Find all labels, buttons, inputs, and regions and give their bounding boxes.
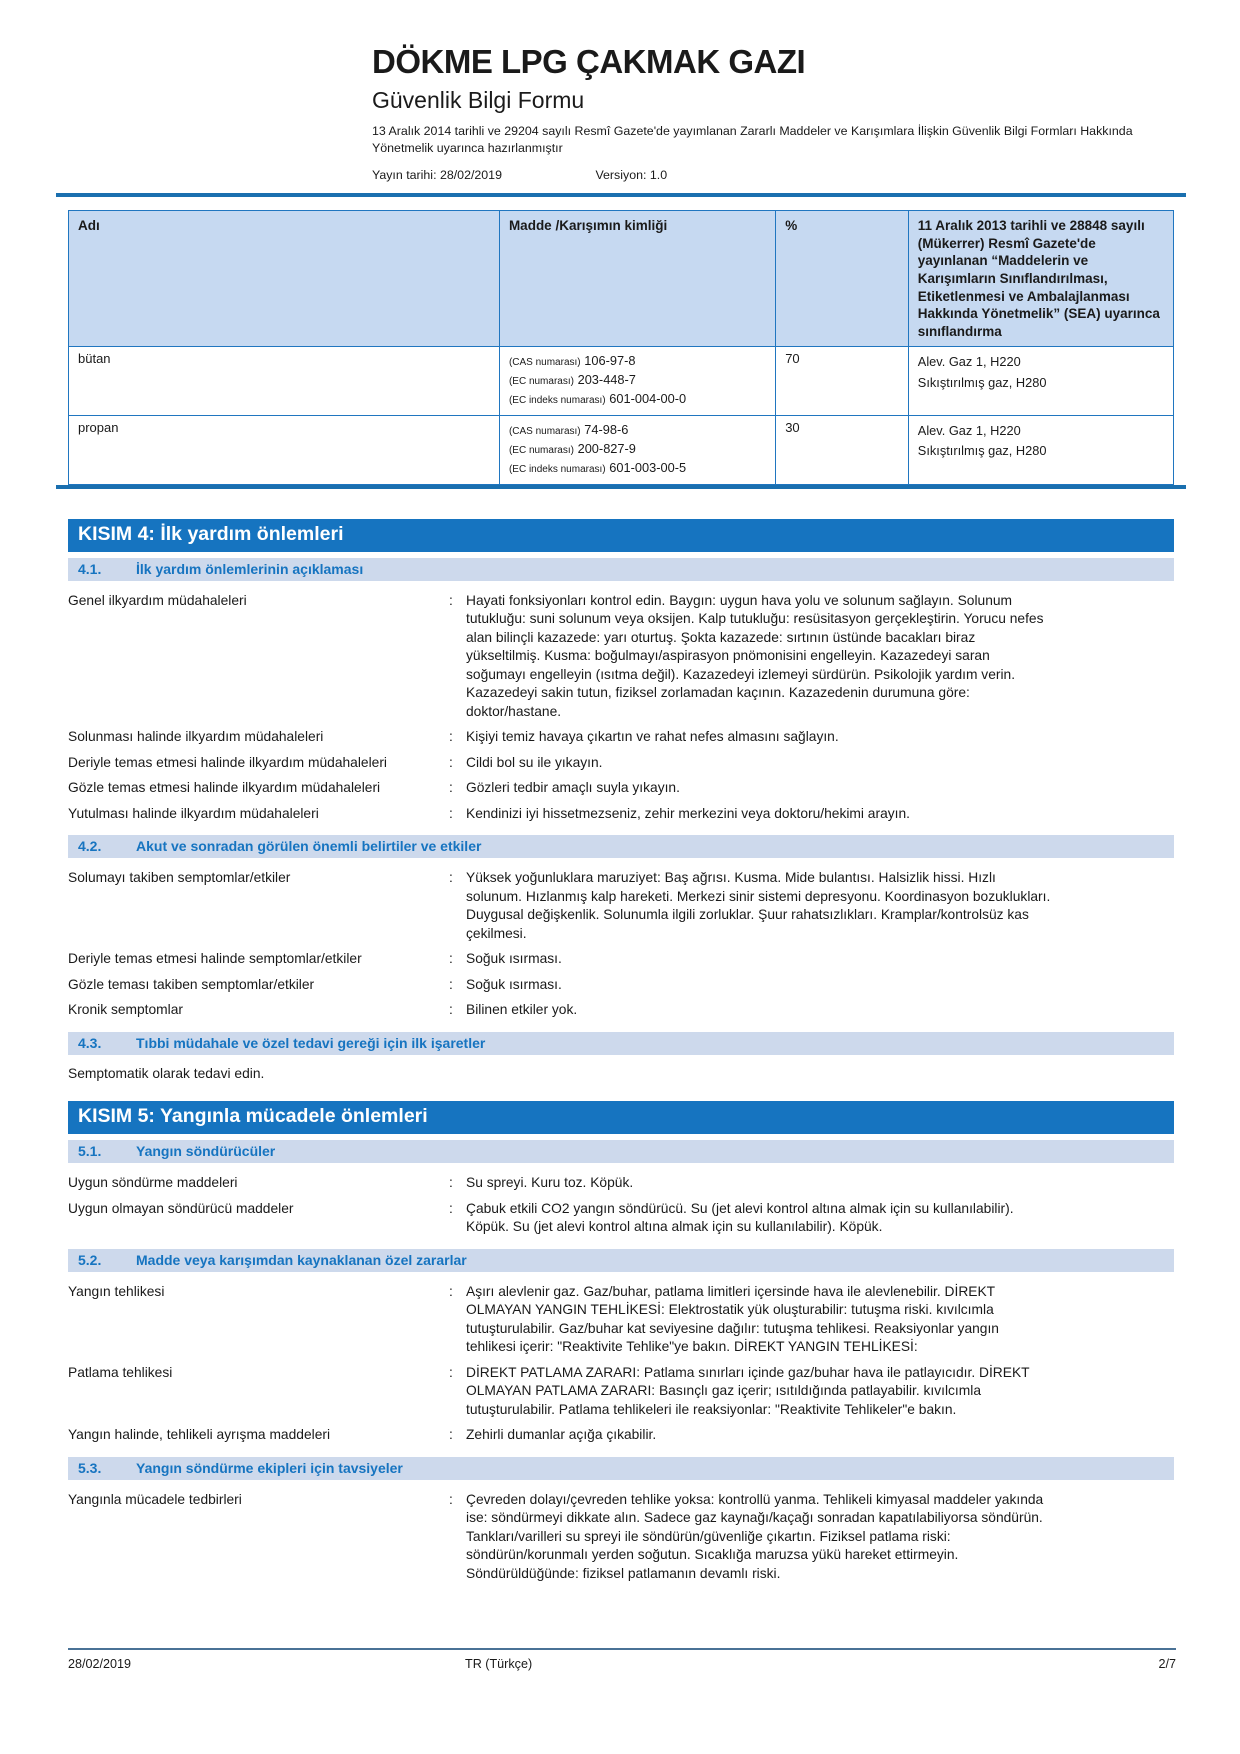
field-row xyxy=(68,805,1174,824)
subsection-4-1-header xyxy=(68,558,1174,581)
subsection-4-1-body xyxy=(68,581,1174,824)
subsection-5-2-header xyxy=(68,1249,1174,1272)
colon-separator xyxy=(449,805,466,824)
field-row xyxy=(68,1283,1174,1357)
field-label: Solumayı takiben semptomlar/etkiler xyxy=(68,870,291,886)
field-label: Uygun söndürme maddeleri xyxy=(68,1175,238,1191)
subsection-4-3-header xyxy=(68,1032,1174,1055)
subsection-5-3-body xyxy=(68,1480,1174,1584)
classification-line: Alev. Gaz 1, H220 xyxy=(917,422,1021,438)
identifier-value: 74-98-6 xyxy=(584,421,629,437)
identifier-value: 601-004-00-0 xyxy=(609,390,687,406)
field-label: Yangın halinde, tehlikeli ayrışma maddeleri xyxy=(68,1427,331,1443)
substance-name: propan xyxy=(78,419,119,435)
field-row xyxy=(68,1200,1174,1237)
subsection-title: İlk yardım önlemlerinin açıklaması xyxy=(136,560,364,577)
document-type-subtitle: Güvenlik Bilgi Formu xyxy=(372,86,585,113)
field-label: Uygun olmayan söndürücü maddeler xyxy=(68,1200,294,1216)
field-label: Yutulması halinde ilkyardım müdahaleleri xyxy=(68,805,319,821)
field-value: Gözleri tedbir amaçlı suyla yıkayın. xyxy=(466,780,680,796)
colon-separator xyxy=(449,1200,466,1219)
field-row xyxy=(68,1426,1174,1445)
identifier-value: 601-003-00-5 xyxy=(609,459,687,475)
substance-percent: 70 xyxy=(776,347,909,416)
subsection-number: 4.2. xyxy=(78,838,102,855)
subsection-5-1-body xyxy=(68,1163,1174,1237)
subsection-title: Akut ve sonradan görülen önemli belirtiler ve etkiler xyxy=(136,838,482,855)
field-label: Gözle temas etmesi halinde ilkyardım müdahaleleri xyxy=(68,780,381,796)
product-title: DÖKME LPG ÇAKMAK GAZI xyxy=(372,43,806,80)
field-row xyxy=(68,754,1174,773)
col-header-classification: 11 Aralık 2013 tarihli ve 28848 sayılı (Mükerrer) Resmî Gazete'de yayınlanan “Maddelerin ve Karışımların Sınıflandırılması, Etiketlenmesi ve Ambalajlanması Hakkında Yönetmelik” (SEA) uyarınca sınıflandırma xyxy=(908,211,1173,347)
document-header xyxy=(68,44,1174,182)
field-label: Yangınla mücadele tedbirleri xyxy=(68,1491,242,1507)
field-row xyxy=(68,1174,1174,1193)
colon-separator xyxy=(449,1426,466,1445)
composition-table xyxy=(68,210,1174,484)
identifier-label: (EC indeks numarası) xyxy=(508,463,606,475)
field-value: Yüksek yoğunluklara maruziyet: Baş ağrısı. Kusma. Mide bulantısı. Halsizlik hissi. Hızlı solunum. Hızlanmış kalp hareketi. Merkezi sinir sistemi depresyonu. Koordinasyon bozuklukları. Duygusal değişkenlik. Solunumla ilgili zorluklar. Şuur rahatsızlıkları. Kramplar/kontrolsüz kas çekilmesi. xyxy=(466,870,1051,941)
identifier-line xyxy=(509,441,766,458)
substance-row xyxy=(69,415,1174,484)
field-value: Çevreden dolayı/çevreden tehlike yoksa: kontrollü yanma. Tehlikeli kimyasal maddeler yakında ise: söndürmeyi dikkate alın. Sadece gaz kaynağı/kaçağı sonradan kapatılabiliyorsa söndürün. Tankları/varilleri su spreyi ile söndürün/güvenliğe çıkartın. Fiziksel patlama riski: söndürün/korunmalı yerden soğutun. Sıcaklığa maruzsa yükü hareket ettirmeyin. Söndürüldüğünde: fiziksel patlamanın devamlı riski. xyxy=(466,1491,1044,1581)
classification-line: Sıkıştırılmış gaz, H280 xyxy=(917,374,1047,390)
identifier-label: (CAS numarası) xyxy=(508,357,581,369)
field-row xyxy=(68,950,1174,969)
colon-separator xyxy=(449,1364,466,1383)
table-bottom-rule xyxy=(56,485,1186,489)
subsection-title: Madde veya karışımdan kaynaklanan özel zararlar xyxy=(136,1251,467,1268)
identifier-value: 106-97-8 xyxy=(584,353,636,369)
colon-separator xyxy=(449,869,466,888)
colon-separator xyxy=(449,754,466,773)
section-5 xyxy=(68,1101,1174,1583)
section-4-3-note: Semptomatik olarak tedavi edin. xyxy=(68,1065,265,1081)
footer-rule xyxy=(68,1648,1176,1650)
substance-classification xyxy=(908,347,1173,416)
field-value: Çabuk etkili CO2 yangın söndürücü. Su (jet alevi kontrol altına almak için su kullanılabilir). Köpük. Su (jet alevi kontrol altına almak için su kullanılabilir). Köpük. xyxy=(466,1200,1014,1235)
field-value: Kişiyi temiz havaya çıkartın ve rahat nefes almasını sağlayın. xyxy=(466,729,839,745)
subsection-5-3-header xyxy=(68,1457,1174,1480)
field-row xyxy=(68,1491,1174,1584)
identifier-line xyxy=(509,460,766,477)
substance-identifiers xyxy=(499,347,775,416)
subsection-number: 5.2. xyxy=(78,1251,102,1268)
footer-language: TR (Türkçe) xyxy=(465,1657,533,1671)
field-value: Bilinen etkiler yok. xyxy=(466,1002,578,1018)
subsection-number: 4.1. xyxy=(78,560,102,577)
subsection-number: 5.1. xyxy=(78,1143,102,1160)
field-row xyxy=(68,1001,1174,1020)
subsection-5-1-header xyxy=(68,1140,1174,1163)
field-label: Patlama tehlikesi xyxy=(68,1364,173,1380)
identifier-label: (EC indeks numarası) xyxy=(508,394,606,406)
field-value: Soğuk ısırması. xyxy=(466,976,562,992)
colon-separator xyxy=(449,592,466,611)
field-row xyxy=(68,869,1174,943)
classification-line: Sıkıştırılmış gaz, H280 xyxy=(917,443,1047,459)
identifier-line xyxy=(509,353,766,370)
field-value: Aşırı alevlenir gaz. Gaz/buhar, patlama limitleri içersinde hava ile alevlenebilir. DİREKT OLMAYAN YANGIN TEHLİKESİ: Elektrostatik yük oluşturabilir: tutuşma riski. kıvılcımla tutuşturulabilir. Gaz/buhar kat seviyesine dağılır: tutuşma tehlikesi. Reaksiyonlar yangın tehlikesi içerir: "Reaktivite Tehlike"ye bakın. DİREKT YANGIN TEHLİKESİ: xyxy=(466,1283,999,1355)
field-value: Su spreyi. Kuru toz. Köpük. xyxy=(466,1175,634,1191)
field-label: Gözle teması takiben semptomlar/etkiler xyxy=(68,976,315,992)
subsection-4-2-body xyxy=(68,858,1174,1020)
subsection-title: Yangın söndürme ekipleri için tavsiyeler xyxy=(136,1459,403,1476)
identifier-value: 200-827-9 xyxy=(577,440,636,456)
substance-row xyxy=(69,347,1174,416)
classification-line: Alev. Gaz 1, H220 xyxy=(917,354,1021,370)
field-label: Yangın tehlikesi xyxy=(68,1283,165,1299)
field-row xyxy=(68,728,1174,747)
col-header-percent: % xyxy=(776,211,909,347)
field-value: Cildi bol su ile yıkayın. xyxy=(466,754,603,770)
field-row xyxy=(68,779,1174,798)
footer-page-number: 2/7 xyxy=(1158,1657,1176,1671)
subsection-4-2-header xyxy=(68,835,1174,858)
identifier-line xyxy=(509,372,766,389)
identifier-label: (EC numarası) xyxy=(508,444,574,456)
footer-date: 28/02/2019 xyxy=(68,1657,132,1671)
field-value: Soğuk ısırması. xyxy=(466,951,562,967)
section-4-banner: KISIM 4: İlk yardım önlemleri xyxy=(68,519,1174,552)
identifier-line xyxy=(509,422,766,439)
identifier-line xyxy=(509,391,766,408)
field-label: Deriyle temas etmesi halinde ilkyardım müdahaleleri xyxy=(68,754,387,770)
field-label: Genel ilkyardım müdahaleleri xyxy=(68,592,247,608)
composition-header-row xyxy=(69,211,1174,347)
subsection-number: 5.3. xyxy=(78,1459,102,1476)
field-label: Deriyle temas etmesi halinde semptomlar/etkiler xyxy=(68,951,362,967)
colon-separator xyxy=(449,1283,466,1302)
subsection-title: Tıbbi müdahale ve özel tedavi gereği için ilk işaretler xyxy=(136,1034,486,1051)
top-rule xyxy=(56,193,1186,197)
field-row xyxy=(68,1364,1174,1420)
section-5-banner: KISIM 5: Yangınla mücadele önlemleri xyxy=(68,1101,1174,1134)
field-row xyxy=(68,976,1174,995)
regulation-description: 13 Aralık 2014 tarihli ve 29204 sayılı Resmî Gazete'de yayımlanan Zararlı Maddeler ve Karışımlara İlişkin Güvenlik Bilgi Formları Hakkında Yönetmelik uyarınca hazırlanmıştır xyxy=(372,123,1133,155)
substance-classification xyxy=(908,415,1173,484)
substance-identifiers xyxy=(499,415,775,484)
field-value: Kendinizi iyi hissetmezseniz, zehir merkezini veya doktoru/hekimi arayın. xyxy=(466,805,910,821)
field-value: DİREKT PATLAMA ZARARI: Patlama sınırları içinde gaz/buhar hava ile patlayıcıdır. DİREKT OLMAYAN PATLAMA ZARARI: Basınçlı gaz içerir; ısıtıldığında patlayabilir. kıvılcımla tutuşturulabilir. Patlama tehlikeleri ile reaksiyonlar: "Reaktivite Tehlikeler"e bakın. xyxy=(466,1364,1030,1417)
colon-separator xyxy=(449,1001,466,1020)
substance-name: bütan xyxy=(78,351,111,367)
field-value: Zehirli dumanlar açığa çıkabilir. xyxy=(466,1427,657,1443)
substance-percent: 30 xyxy=(776,415,909,484)
version-label: Versiyon: 1.0 xyxy=(595,168,668,183)
subsection-number: 4.3. xyxy=(78,1034,102,1051)
identifier-value: 203-448-7 xyxy=(577,372,636,388)
field-value: Hayati fonksiyonları kontrol edin. Baygın: uygun hava yolu ve solunum sağlayın. Solunum tutukluğu: suni solunum veya oksijen. Kalp tutukluğu: resüsitasyon gerçekleştirin. Yorucu nefes alan bilinçli kazazede: yarı oturtuş. Şokta kazazede: sırtının üstünde bacakları biraz yükseltilmiş. Kusma: boğulmayı/aspirasyon pnömonisini engelleyin. Kazazedeyi saran soğumayı engelleyin (ısıtma değil). Kazazedeyi izlemeyi sürdürün. Psikolojik yardım verin. Kazazedeyi sakin tutun, fiziksel zorlamadan kaçının. Kazazedenin durumuna göre: doktor/hastane. xyxy=(466,592,1044,719)
document-meta xyxy=(372,168,1174,182)
field-row xyxy=(68,592,1174,722)
colon-separator xyxy=(449,1174,466,1193)
field-label: Kronik semptomlar xyxy=(68,1002,184,1018)
issue-date: Yayın tarihi: 28/02/2019 xyxy=(372,168,502,183)
colon-separator xyxy=(449,950,466,969)
colon-separator xyxy=(449,779,466,798)
identifier-label: (CAS numarası) xyxy=(508,425,581,437)
section-4 xyxy=(68,519,1174,1084)
subsection-5-2-body xyxy=(68,1272,1174,1445)
col-header-name: Adı xyxy=(69,211,500,347)
subsection-title: Yangın söndürücüler xyxy=(136,1143,276,1160)
colon-separator xyxy=(449,1491,466,1510)
col-header-identity: Madde /Karışımın kimliği xyxy=(499,211,775,347)
page-footer xyxy=(68,1648,1176,1671)
colon-separator xyxy=(449,976,466,995)
identifier-label: (EC numarası) xyxy=(508,376,574,388)
field-label: Solunması halinde ilkyardım müdahaleleri xyxy=(68,729,324,745)
colon-separator xyxy=(449,728,466,747)
